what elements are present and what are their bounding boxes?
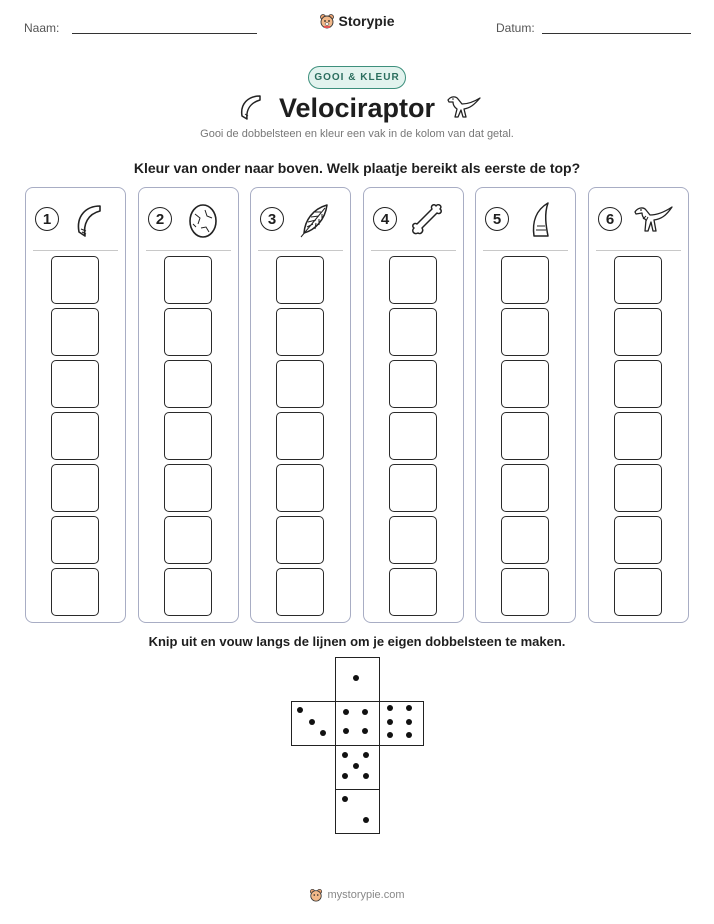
color-box[interactable] (614, 412, 662, 460)
color-box[interactable] (389, 464, 437, 512)
bone-icon (408, 200, 448, 240)
die-pip (363, 773, 369, 779)
die-pip (362, 728, 368, 734)
color-box[interactable] (164, 360, 212, 408)
footer (0, 888, 714, 905)
egg-icon (183, 200, 223, 240)
die-face-6 (379, 701, 424, 746)
velociraptor-icon (444, 92, 482, 122)
color-box[interactable] (51, 464, 99, 512)
column-5 (475, 187, 576, 623)
die-pip (387, 705, 393, 711)
column-header (139, 188, 238, 250)
divider (483, 250, 568, 251)
die-face-1 (335, 657, 380, 702)
column-header (589, 188, 688, 250)
column-1 (25, 187, 126, 623)
date-label: Datum: (496, 21, 535, 35)
color-box[interactable] (51, 568, 99, 616)
color-box[interactable] (51, 256, 99, 304)
column-header (251, 188, 350, 250)
column-header (26, 188, 125, 250)
game-instruction: Kleur van onder naar boven. Welk plaatje bereikt als eerste de top? (133, 160, 581, 176)
color-box[interactable] (501, 360, 549, 408)
color-box[interactable] (614, 464, 662, 512)
color-box[interactable] (276, 360, 324, 408)
page-title: Velociraptor (278, 93, 436, 123)
tooth-icon (520, 200, 560, 240)
die-number: 3 (260, 207, 284, 231)
die-pip (387, 732, 393, 738)
die-pip (406, 719, 412, 725)
color-box[interactable] (614, 568, 662, 616)
die-pip (309, 719, 315, 725)
color-box[interactable] (614, 516, 662, 564)
die-pip (342, 752, 348, 758)
die-pip (363, 752, 369, 758)
bear-icon (309, 888, 323, 902)
column-3 (250, 187, 351, 623)
brand-name: Storypie (338, 13, 395, 29)
die-pip (353, 763, 359, 769)
color-box[interactable] (164, 516, 212, 564)
die-number: 1 (35, 207, 59, 231)
die-pip (406, 732, 412, 738)
die-number: 2 (148, 207, 172, 231)
die-pip (342, 773, 348, 779)
color-box[interactable] (51, 516, 99, 564)
color-box[interactable] (614, 256, 662, 304)
color-box[interactable] (276, 516, 324, 564)
color-box[interactable] (276, 308, 324, 356)
column-header (476, 188, 575, 250)
claw-icon (70, 200, 110, 240)
feather-icon (295, 200, 335, 240)
divider (146, 250, 231, 251)
category-badge: GOOI & KLEUR (308, 66, 406, 89)
color-box[interactable] (501, 516, 549, 564)
color-box[interactable] (614, 360, 662, 408)
die-pip (363, 817, 369, 823)
color-box[interactable] (164, 568, 212, 616)
die-pip (343, 728, 349, 734)
color-box[interactable] (389, 568, 437, 616)
color-box[interactable] (51, 412, 99, 460)
die-face-4 (335, 701, 380, 746)
die-pip (297, 707, 303, 713)
color-box[interactable] (276, 412, 324, 460)
die-face-3 (291, 701, 336, 746)
color-box[interactable] (164, 256, 212, 304)
die-pip (343, 709, 349, 715)
die-pip (406, 705, 412, 711)
color-box[interactable] (501, 568, 549, 616)
divider (371, 250, 456, 251)
die-face-5 (335, 745, 380, 790)
column-header (364, 188, 463, 250)
color-box[interactable] (389, 308, 437, 356)
page-subtitle: Gooi de dobbelsteen en kleur een vak in de kolom van dat getal. (200, 128, 514, 140)
die-face-2 (335, 789, 380, 834)
color-box[interactable] (164, 308, 212, 356)
bear-icon (319, 13, 335, 29)
divider (596, 250, 681, 251)
name-label: Naam: (24, 21, 60, 35)
die-pip (387, 719, 393, 725)
die-number: 5 (485, 207, 509, 231)
color-box[interactable] (389, 256, 437, 304)
column-4 (363, 187, 464, 623)
color-box[interactable] (614, 308, 662, 356)
color-box[interactable] (164, 464, 212, 512)
die-pip (320, 730, 326, 736)
footer-url: mystorypie.com (327, 889, 405, 901)
cut-instruction: Knip uit en vouw langs de lijnen om je eigen dobbelsteen te maken. (148, 634, 566, 649)
brand-logo (0, 13, 714, 34)
color-box[interactable] (389, 360, 437, 408)
color-box[interactable] (51, 360, 99, 408)
die-pip (342, 796, 348, 802)
color-box[interactable] (501, 412, 549, 460)
color-box[interactable] (501, 308, 549, 356)
die-pip (362, 709, 368, 715)
divider (258, 250, 343, 251)
color-box[interactable] (389, 516, 437, 564)
color-box[interactable] (389, 412, 437, 460)
die-pip (353, 675, 359, 681)
color-box[interactable] (501, 256, 549, 304)
column-6 (588, 187, 689, 623)
velociraptor-icon (633, 200, 673, 240)
color-box[interactable] (51, 308, 99, 356)
color-box[interactable] (164, 412, 212, 460)
color-box[interactable] (501, 464, 549, 512)
die-number: 4 (373, 207, 397, 231)
die-number: 6 (598, 207, 622, 231)
color-box[interactable] (276, 256, 324, 304)
color-box[interactable] (276, 464, 324, 512)
column-2 (138, 187, 239, 623)
divider (33, 250, 118, 251)
color-box[interactable] (276, 568, 324, 616)
